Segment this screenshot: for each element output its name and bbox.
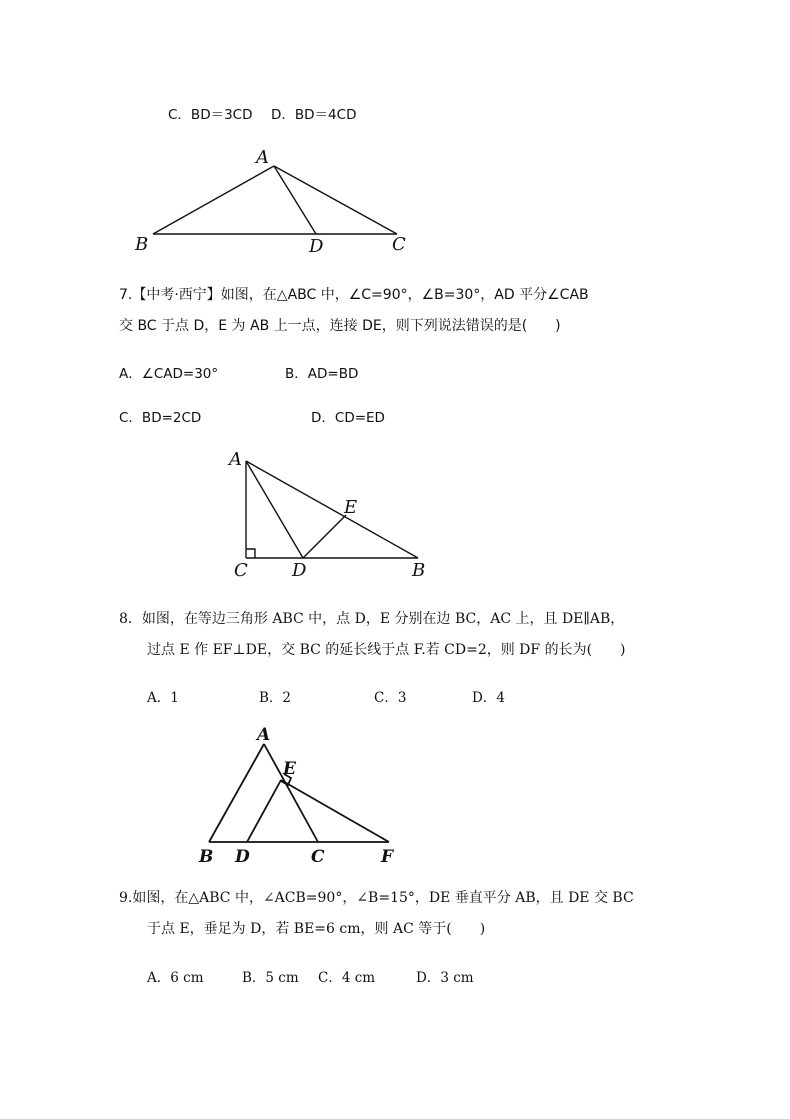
q8-option-d: D．4 <box>472 690 505 706</box>
q9-stem-line-2: 于点 E，垂足为 D，若 BE=6 cm，则 AC 等于( ) <box>147 921 486 937</box>
q7-option-b: B．AD=BD <box>285 366 359 382</box>
q7-label-e: E <box>344 497 358 518</box>
q7-segment-de <box>303 515 346 558</box>
q9-option-b: B．5 cm <box>242 970 299 986</box>
q8-segment-ef <box>281 780 389 842</box>
q8-segment-ac <box>264 744 318 842</box>
q8-triangle <box>209 744 389 842</box>
q8-option-b: B．2 <box>259 690 292 706</box>
q6-segment-ab <box>153 166 274 234</box>
q8-segment-ab <box>209 744 264 842</box>
q8-label-e: E <box>283 759 296 779</box>
q7-option-a: A．∠CAD=30° <box>119 366 219 382</box>
q7-label-d: D <box>292 560 307 581</box>
q9-option-d: D．3 cm <box>416 970 474 986</box>
q8-label-c: C <box>311 847 325 867</box>
q6-option-d: D．BD＝4CD <box>271 107 357 123</box>
q7-stem-line-1: 7.【中考·西宁】如图，在△ABC 中，∠C=90°，∠B=30°，AD 平分∠CAB <box>119 287 589 303</box>
q9-option-c: C．4 cm <box>318 970 376 986</box>
q7-segment-ab <box>246 461 418 558</box>
q8-label-a: A <box>257 725 271 745</box>
q7-option-d: D．CD=ED <box>311 410 385 426</box>
q8-label-d: D <box>235 847 250 867</box>
q6-label-c: C <box>392 234 406 255</box>
q7-segment-ad <box>246 461 303 558</box>
q6-label-a: A <box>256 147 269 168</box>
q8-label-b: B <box>199 847 214 867</box>
q8-option-a: A．1 <box>147 690 179 706</box>
q8-right-angle-mark <box>281 774 291 785</box>
q7-label-c: C <box>234 560 248 581</box>
q6-label-d: D <box>309 236 324 257</box>
q8-label-f: F <box>381 847 394 867</box>
q7-option-c: C．BD=2CD <box>119 410 202 426</box>
q7-triangle <box>246 461 418 558</box>
q8-stem-line-2: 过点 E 作 EF⊥DE，交 BC 的延长线于点 F.若 CD=2，则 DF 的长为( ) <box>147 642 626 658</box>
q7-stem-line-2: 交 BC 于点 D，E 为 AB 上一点，连接 DE，则下列说法错误的是( ) <box>119 318 561 334</box>
q6-option-c: C．BD＝3CD <box>168 107 253 123</box>
q7-label-b: B <box>412 560 426 581</box>
q9-stem-line-1: 9.如图，在△ABC 中，∠ACB=90°，∠B=15°，DE 垂直平分 AB，且 DE 交 BC <box>119 890 634 906</box>
q6-segment-ac <box>274 166 397 234</box>
q8-stem-line-1: 8．如图，在等边三角形 ABC 中，点 D，E 分别在边 BC，AC 上，且 DE∥AB， <box>119 611 625 627</box>
q7-right-angle-mark <box>246 549 255 558</box>
q8-segment-de <box>247 780 281 842</box>
q6-label-b: B <box>135 234 149 255</box>
q6-triangle <box>153 166 397 234</box>
q9-option-a: A．6 cm <box>147 970 204 986</box>
q8-option-c: C．3 <box>374 690 407 706</box>
q7-label-a: A <box>229 449 242 470</box>
q6-segment-ad <box>274 166 316 234</box>
